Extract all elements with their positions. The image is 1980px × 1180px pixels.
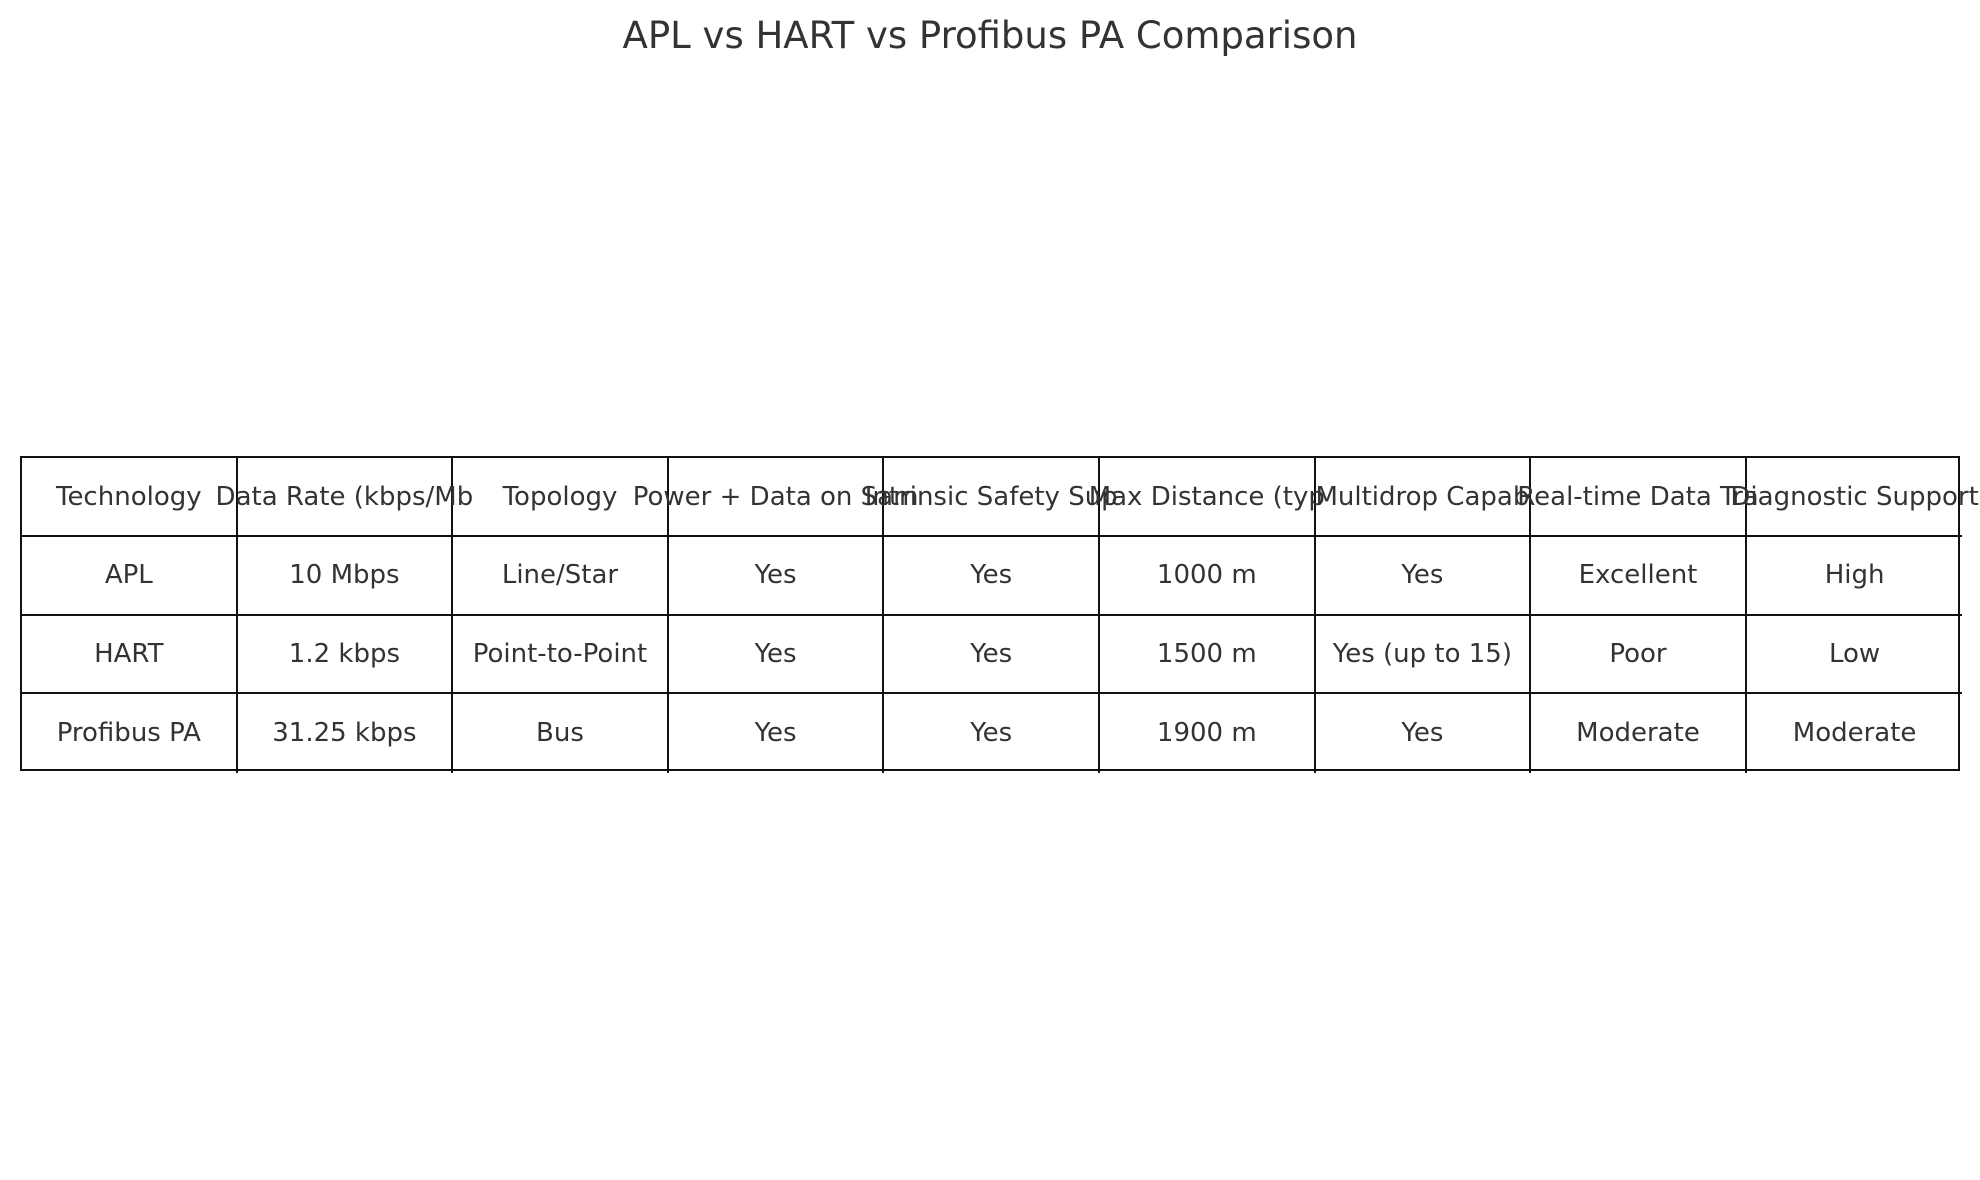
table-cell: [238, 537, 454, 616]
cell-value: Yes: [754, 560, 797, 590]
table-cell: [1100, 537, 1316, 616]
cell-value: Line/Star: [501, 560, 619, 590]
table-cell: [22, 537, 238, 616]
header-cell-technology: [22, 458, 238, 537]
cell-value: HART: [94, 638, 164, 669]
table-cell: [1747, 694, 1963, 773]
table-cell: [1316, 537, 1532, 616]
header-label: Real-time Data Tra: [1517, 481, 1759, 512]
cell-value: Yes (up to 15): [1332, 638, 1513, 669]
cell-value: Poor: [1609, 638, 1667, 669]
table-cell: [669, 694, 885, 773]
cell-value: High: [1824, 560, 1885, 590]
header-cell-data-rate: [215, 458, 474, 537]
table-cell: [884, 537, 1100, 616]
table-cell: [238, 694, 454, 773]
header-label: Technology: [55, 481, 202, 512]
table-cell: [1531, 537, 1747, 616]
table-cell: [669, 615, 885, 694]
cell-value: Yes: [754, 718, 797, 748]
cell-value: 1000 m: [1156, 560, 1257, 590]
cell-value: Moderate: [1576, 718, 1700, 748]
table-cell: [1531, 694, 1747, 773]
cell-value: Point-to-Point: [472, 638, 648, 669]
cell-value: 31.25 kbps: [272, 718, 417, 748]
comparison-table: [20, 456, 1979, 771]
table-row-hart: [22, 615, 1958, 694]
cell-value: Yes: [970, 560, 1013, 590]
table-row-profibus-pa: [22, 694, 1958, 773]
cell-value: 1900 m: [1156, 718, 1257, 748]
table-cell: [238, 615, 454, 694]
cell-value: Yes: [1401, 560, 1444, 590]
header-label: Power + Data on Sam: [632, 481, 919, 512]
chart-title: APL vs HART vs Profibus PA Comparison: [622, 14, 1358, 57]
cell-value: Yes: [754, 638, 797, 669]
cell-value: 1.2 kbps: [288, 638, 401, 669]
header-label: Data Rate (kbps/Mb: [215, 481, 474, 512]
header-cell-intrinsic-safety: [864, 458, 1118, 537]
cell-value: Excellent: [1578, 560, 1698, 590]
table-cell: [1316, 615, 1532, 694]
table-cell: [1747, 537, 1963, 616]
header-label: Diagnostic Support: [1730, 481, 1979, 512]
cell-value: Low: [1828, 638, 1881, 669]
table-cell: [453, 537, 669, 616]
table-cell: [669, 537, 885, 616]
cell-value: Bus: [536, 718, 584, 748]
header-cell-diagnostic: [1730, 458, 1979, 537]
cell-value: Yes: [970, 638, 1013, 669]
table-cell: [453, 615, 669, 694]
table-cell: [884, 694, 1100, 773]
table-cell: [453, 694, 669, 773]
header-cell-max-distance: [1088, 458, 1325, 537]
table-row-apl: [22, 537, 1958, 616]
table-cell: [1316, 694, 1532, 773]
cell-value: Yes: [970, 718, 1013, 748]
header-label: Max Distance (typ: [1088, 481, 1325, 512]
header-cell-power-data: [632, 458, 919, 537]
header-cell-multidrop: [1316, 458, 1532, 537]
cell-value: Yes: [1401, 718, 1444, 748]
table-cell: [22, 694, 238, 773]
cell-value: Moderate: [1792, 718, 1917, 748]
cell-value: 10 Mbps: [289, 560, 400, 590]
header-cell-realtime: [1517, 458, 1759, 537]
table-cell: [22, 615, 238, 694]
table-cell: [884, 615, 1100, 694]
table-cell: [1100, 694, 1316, 773]
header-label: Intrinsic Safety Sup: [864, 481, 1118, 512]
table-cell: [1747, 615, 1963, 694]
cell-value: APL: [104, 560, 153, 590]
cell-value: Profibus PA: [56, 718, 201, 748]
table-cell: [1100, 615, 1316, 694]
cell-value: 1500 m: [1156, 638, 1257, 669]
table-cell: [1531, 615, 1747, 694]
header-label: Topology: [502, 481, 618, 512]
header-label: Multidrop Capab: [1315, 481, 1530, 512]
table-header-row: [22, 458, 1979, 537]
